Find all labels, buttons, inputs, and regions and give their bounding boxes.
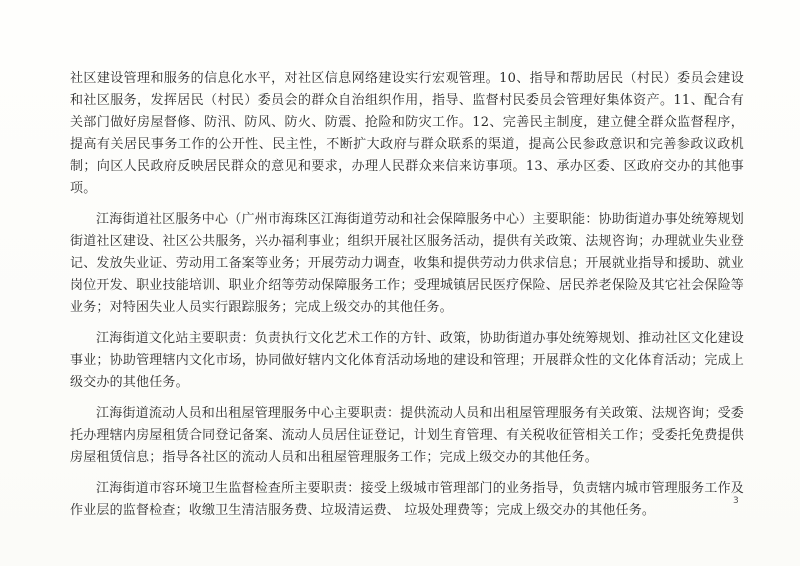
document-body — [70, 68, 744, 522]
paragraph-duties-continued: 社区建设管理和服务的信息化水平，对社区信息网络建设实行宏观管理。10、指导和帮助居民（村民）委员会建设和社区服务，发挥居民（村民）委员会的群众自治组织作用，指导、监督村民委员会管理好集体资产。11、配合有关部门做好房屋督修、防汛、防风、防火、防震、抢险和防灾工作。12、完善民主制度，建立健全群众监督程序，提高有关居民事务工作的公开性、民主性，不断扩大政府与群众联系的渠道，提高公民参政意识和完善参政议政机制；向区人民政府反映居民群众的意见和要求，办理人民群众来信来访事项。13、承办区委、区政府交办的其他事项。 — [70, 71, 744, 196]
page-number: 3 — [733, 496, 739, 506]
paragraph-community-service-center: 江海街道社区服务中心（广州市海珠区江海街道劳动和社会保障服务中心）主要职能：协助街道办事处统筹规划街道社区建设、社区公共服务，兴办福利事业；组织开展社区服务活动，提供有关政策、法规咨询；办理就业失业登记、发放失业证、劳动用工备案等业务；开展劳动力调查，收集和提供劳动力供求信息；开展就业指导和援助、就业岗位开发、职业技能培训、职业介绍等劳动保障服务工作；受理城镇居民医疗保险、居民养老保险及其它社会保险等业务；对特困失业人员实行跟踪服务；完成上级交办的其他任务。 — [70, 212, 744, 315]
paragraph-cultural-station: 江海街道文化站主要职责：负责执行文化艺术工作的方针、政策，协助街道办事处统筹规划、推动社区文化建设事业；协助管理辖内文化市场，协同做好辖内文化体育活动场地的建设和管理；开展群众性的文化体育活动；完成上级交办的其他任务。 — [70, 331, 744, 390]
paragraph-floating-population-center: 江海街道流动人员和出租屋管理服务中心主要职责：提供流动人员和出租屋管理服务有关政策、法规咨询；受委托办理辖内房屋租赁合同登记备案、流动人员居住证登记，计划生育管理、有关税收征管相关工作；受委托免费提供房屋租赁信息；指导各社区的流动人员和出租屋管理服务工作；完成上级交办的其他任务。 — [70, 406, 744, 465]
paragraph-sanitation-inspection: 江海街道市容环境卫生监督检查所主要职责：接受上级城市管理部门的业务指导，负责辖内城市管理服务工作及作业层的监督检查；收缴卫生清洁服务费、垃圾清运费、 垃圾处理费等；完成上级交办的其他任务。 — [70, 481, 744, 518]
